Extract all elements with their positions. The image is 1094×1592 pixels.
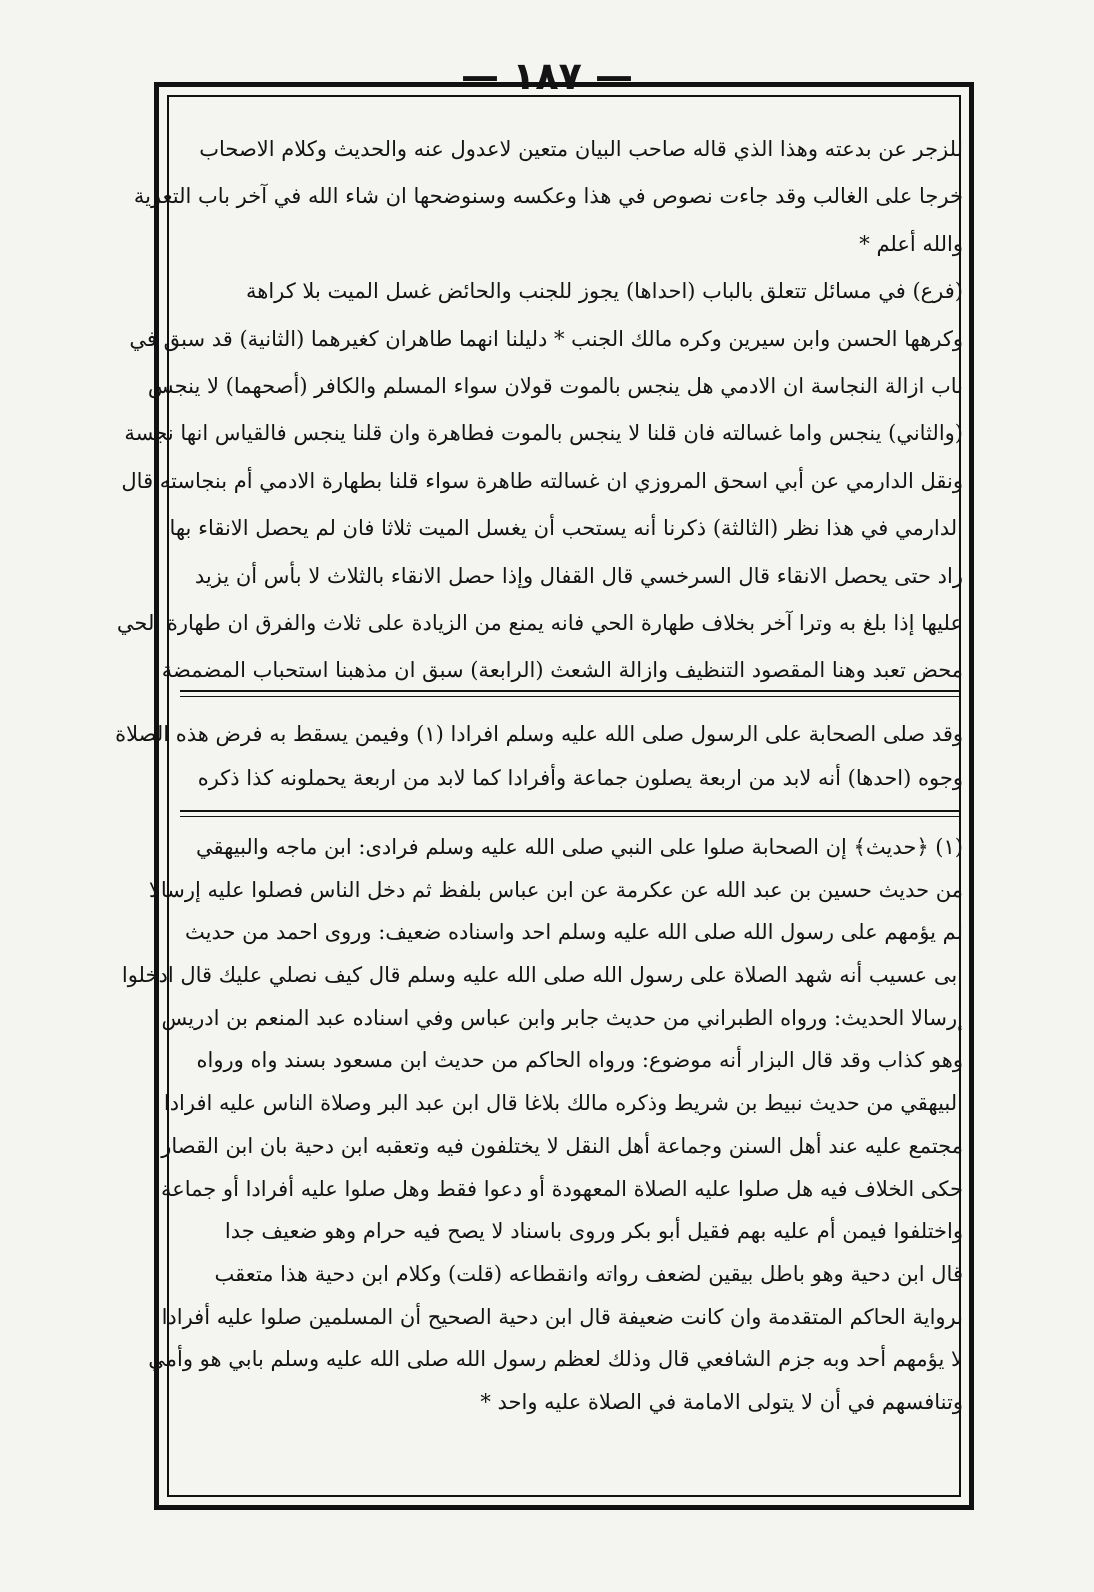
main-line: ونقل الدارمي عن أبي اسحق المروزي ان غسالته طاهرة سواء قلنا بطهارة الادمي أم بنجاسته قال (121, 468, 963, 493)
main-line: محض تعبد وهنا المقصود التنظيف وازالة الشعث (الرابعة) سبق ان مذهبنا استحباب المضمضة (161, 658, 963, 683)
section-divider (180, 690, 960, 692)
footnote-line: واختلفوا فيمن أم عليه بهم فقيل أبو بكر وروى باسناد لا يصح فيه حرام وهو ضعيف جدا (224, 1219, 963, 1244)
footnote-line: وتنافسهم في أن لا يتولى الامامة في الصلاة عليه واحد * (480, 1389, 963, 1414)
main-line: عليها إذا بلغ به وترا آخر بخلاف طهارة الحي فانه يمنع من الزيادة على ثلاث والفرق ان طهارة الحي (116, 610, 963, 635)
commentary-line: وجوه (احدها) أنه لابد من اربعة يصلون جماعة وأفرادا كما لابد من اربعة يحملونه كذا ذكره (197, 766, 963, 790)
main-line: باب ازالة النجاسة ان الادمي هل ينجس بالموت قولان سواء المسلم والكافر (أصحهما) لا ينجس (147, 373, 963, 398)
main-text (116, 126, 963, 695)
section-divider (180, 816, 960, 817)
footnote-line: برواية الحاكم المتقدمة وان كانت ضعيفة قال ابن دحية الصحيح أن المسلمين صلوا عليه أفرادا (161, 1304, 963, 1329)
main-line: (والثاني) ينجس واما غسالته فان قلنا لا ينجس بالموت فطاهرة وان قلنا ينجس فالقياس انها نجسة (124, 421, 963, 446)
footnote-line: وهو كذاب وقد قال البزار أنه موضوع: ورواه الحاكم من حديث ابن مسعود بسند واه ورواه (196, 1048, 963, 1073)
main-line: (فرع) في مسائل تتعلق بالباب (احداها) يجوز للجنب والحائض غسل الميت بلا كراهة (245, 279, 963, 304)
footnote-line: حكى الخلاف فيه هل صلوا عليه الصلاة المعهودة أو دعوا فقط وهل صلوا عليه أفرادا أو جماعة (160, 1176, 963, 1201)
main-line: خرجا على الغالب وقد جاءت نصوص في هذا وعكسه وسنوضحها ان شاء الله في آخر باب التعزية (133, 184, 963, 209)
footnote-text (121, 826, 963, 1424)
footnote-line: قال ابن دحية وهو باطل بيقين لضعف رواته وانقطاعه (قلت) وكلام ابن دحية هذا متعقب (214, 1261, 963, 1286)
section-divider (180, 810, 960, 812)
section-divider (180, 696, 960, 697)
page-number: — ١٨٧ — (460, 54, 634, 98)
footnote-line: مجتمع عليه عند أهل السنن وجماعة أهل النقل لا يختلفون فيه وتعقبه ابن دحية بان ابن القصار (161, 1133, 963, 1158)
footnote-line: لا يؤمهم أحد وبه جزم الشافعي قال وذلك لعظم رسول الله صلى الله عليه وسلم بابي هو وأمي (148, 1347, 963, 1372)
main-line: زاد حتى يحصل الانقاء قال السرخسي قال القفال وإذا حصل الانقاء بالثلاث لا بأس أن يزيد (194, 563, 963, 588)
commentary-line: وقد صلى الصحابة على الرسول صلى الله عليه وسلم افرادا (١) وفيمن يسقط به فرض هذه الصلاة (115, 722, 963, 746)
footnote-line: إرسالا الحديث: ورواه الطبراني من حديث جابر وابن عباس وفي اسناده عبد المنعم بن ادريس (161, 1005, 963, 1030)
footnote-line: لم يؤمهم على رسول الله صلى الله عليه وسلم احد واسناده ضعيف: وروى احمد من حديث (184, 920, 963, 945)
footnote-line: (١) ﴿حديث﴾ إن الصحابة صلوا على النبي صلى الله عليه وسلم فرادى: ابن ماجه والبيهقي (195, 835, 963, 859)
footnote-line: ابى عسيب أنه شهد الصلاة على رسول الله صلى الله عليه وسلم قال كيف نصلي عليك قال ادخلوا (121, 963, 963, 988)
main-line: الدارمي في هذا نظر (الثالثة) ذكرنا أنه يستحب أن يغسل الميت ثلاثا فان لم يحصل الانقاء بها (169, 516, 963, 541)
footnote-line: من حديث حسين بن عبد الله عن عكرمة عن ابن عباس بلفظ ثم دخل الناس فصلوا عليه إرسالا (148, 877, 963, 902)
main-line: للزجر عن بدعته وهذا الذي قاله صاحب البيان متعين لاعدول عنه والحديث وكلام الاصحاب (199, 137, 963, 161)
main-line: والله أعلم * (859, 231, 963, 256)
footnote-line: البيهقي من حديث نبيط بن شريط وذكره مالك بلاغا قال ابن عبد البر وصلاة الناس عليه افرادا (163, 1091, 963, 1116)
main-line: وكرهها الحسن وابن سيرين وكره مالك الجنب * دليلنا انهما طاهران كغيرهما (الثانية) قد سبق في (129, 326, 963, 351)
commentary-text (115, 712, 963, 800)
